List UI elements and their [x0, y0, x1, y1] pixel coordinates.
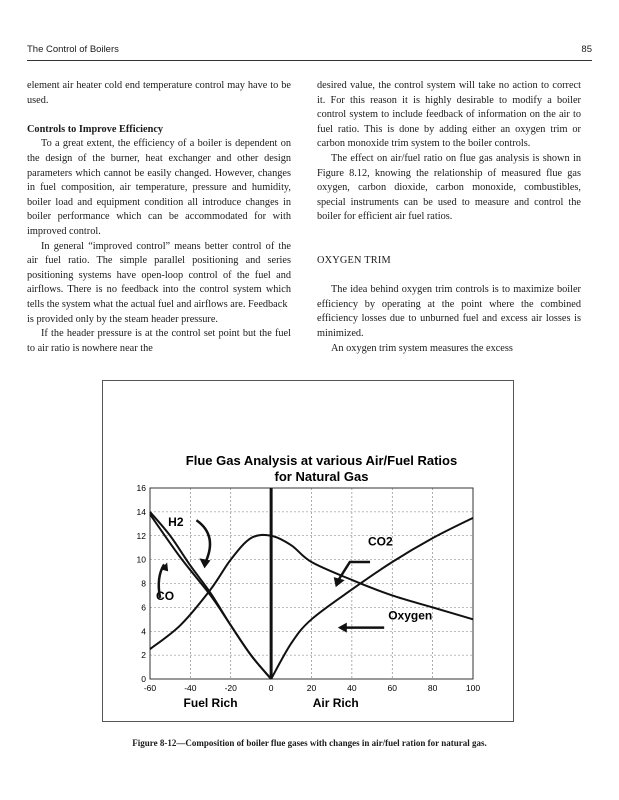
section-heading: Controls to Improve Efficiency	[27, 123, 164, 135]
section-subheading: OXYGEN TRIM	[317, 254, 391, 266]
figure-frame	[102, 380, 514, 722]
x-tick-label: 0	[268, 683, 274, 693]
x-tick-label: -60	[143, 683, 157, 693]
running-title: The Control of Boilers	[27, 44, 119, 55]
h2-arrow-icon	[196, 520, 210, 564]
paragraph: In general “improved control” means better control of the air fuel ratio. The simple parallel positioning and series positioning systems have open-loop control of the fuel and airflows. There is no feedback into the control system which tells the system what the actual fuel and airflows are. Feedback	[27, 240, 291, 310]
x-tick-label: 100	[465, 683, 481, 693]
annotation-h2: H2	[168, 515, 184, 530]
co2-arrow-icon	[338, 562, 370, 581]
x-tick-label: -40	[184, 683, 197, 693]
paragraph: The effect on air/fuel ratio on flue gas analysis is shown in Figure 8.12, knowing the relationship of measured flue gas oxygen, carbon dioxide, carbon monoxide, combustibles, special instruments can be used to measure and control the boiler for efficient air fuel ratios.	[317, 152, 581, 223]
y-tick-label: 2	[141, 650, 146, 661]
y-tick-label: 10	[136, 554, 146, 565]
y-tick-label: 14	[136, 506, 146, 517]
chart-title: Flue Gas Analysis at various Air/Fuel Ratios	[185, 453, 458, 468]
flue-gas-chart	[103, 381, 513, 721]
right-column	[317, 79, 581, 356]
figure-caption: Figure 8-12—Composition of boiler flue gases with changes in air/fuel ration for natural gas.	[132, 738, 487, 748]
annotation-co2: CO2	[368, 534, 393, 549]
y-tick-label: 8	[141, 578, 146, 589]
x-tick-label: 40	[347, 683, 357, 693]
y-tick-label: 0	[141, 674, 146, 684]
paragraph: is provided only by the steam header pressure.	[27, 313, 219, 325]
paragraph: The idea behind oxygen trim controls is to maximize boiler efficiency by operating at the point where the combined efficiency losses due to unburned fuel and excess air losses is minimized.	[317, 284, 581, 339]
paragraph: To a great extent, the efficiency of a boiler is dependent on the design of the burner, heat exchanger and other design parameters which cannot be easily changed. However, changes in fuel composition, air temperature, pressure and humidity, boiler load and equipment condition all introduce changes in boiler performance which can be accommodated for with improved control.	[27, 138, 291, 237]
x-label-air-rich: Air Rich	[312, 696, 359, 710]
annotation-co: CO	[156, 589, 175, 604]
chart-subtitle: for Natural Gas	[274, 469, 369, 484]
y-tick-label: 6	[141, 602, 146, 613]
left-column	[27, 79, 291, 356]
h2-arrowhead-icon	[200, 558, 211, 568]
annotation-oxygen: Oxygen	[388, 608, 433, 623]
x-tick-label: 20	[306, 683, 317, 693]
header-rule	[27, 60, 592, 61]
paragraph: If the header pressure is at the control set point but the fuel to air ratio is nowhere near the	[27, 328, 291, 354]
x-tick-label: 80	[427, 683, 438, 693]
y-tick-label: 4	[141, 626, 146, 637]
x-tick-label: 60	[387, 683, 397, 693]
paragraph: An oxygen trim system measures the excess	[331, 342, 513, 354]
running-header	[27, 40, 592, 56]
y-tick-label: 12	[136, 530, 146, 541]
x-tick-label: -20	[224, 683, 237, 693]
paragraph: desired value, the control system will take no action to correct it. For this reason it is highly desirable to modify a boiler control system to include feedback of information on the air to fuel ratio. This is done by adding either an oxygen trim or carbon monoxide trim system to the boiler controls.	[317, 80, 581, 150]
paragraph: element air heater cold end temperature control may have to be used.	[27, 80, 291, 106]
x-label-fuel-rich: Fuel Rich	[183, 696, 238, 710]
page-number: 85	[581, 44, 592, 55]
y-tick-label: 16	[136, 483, 146, 493]
